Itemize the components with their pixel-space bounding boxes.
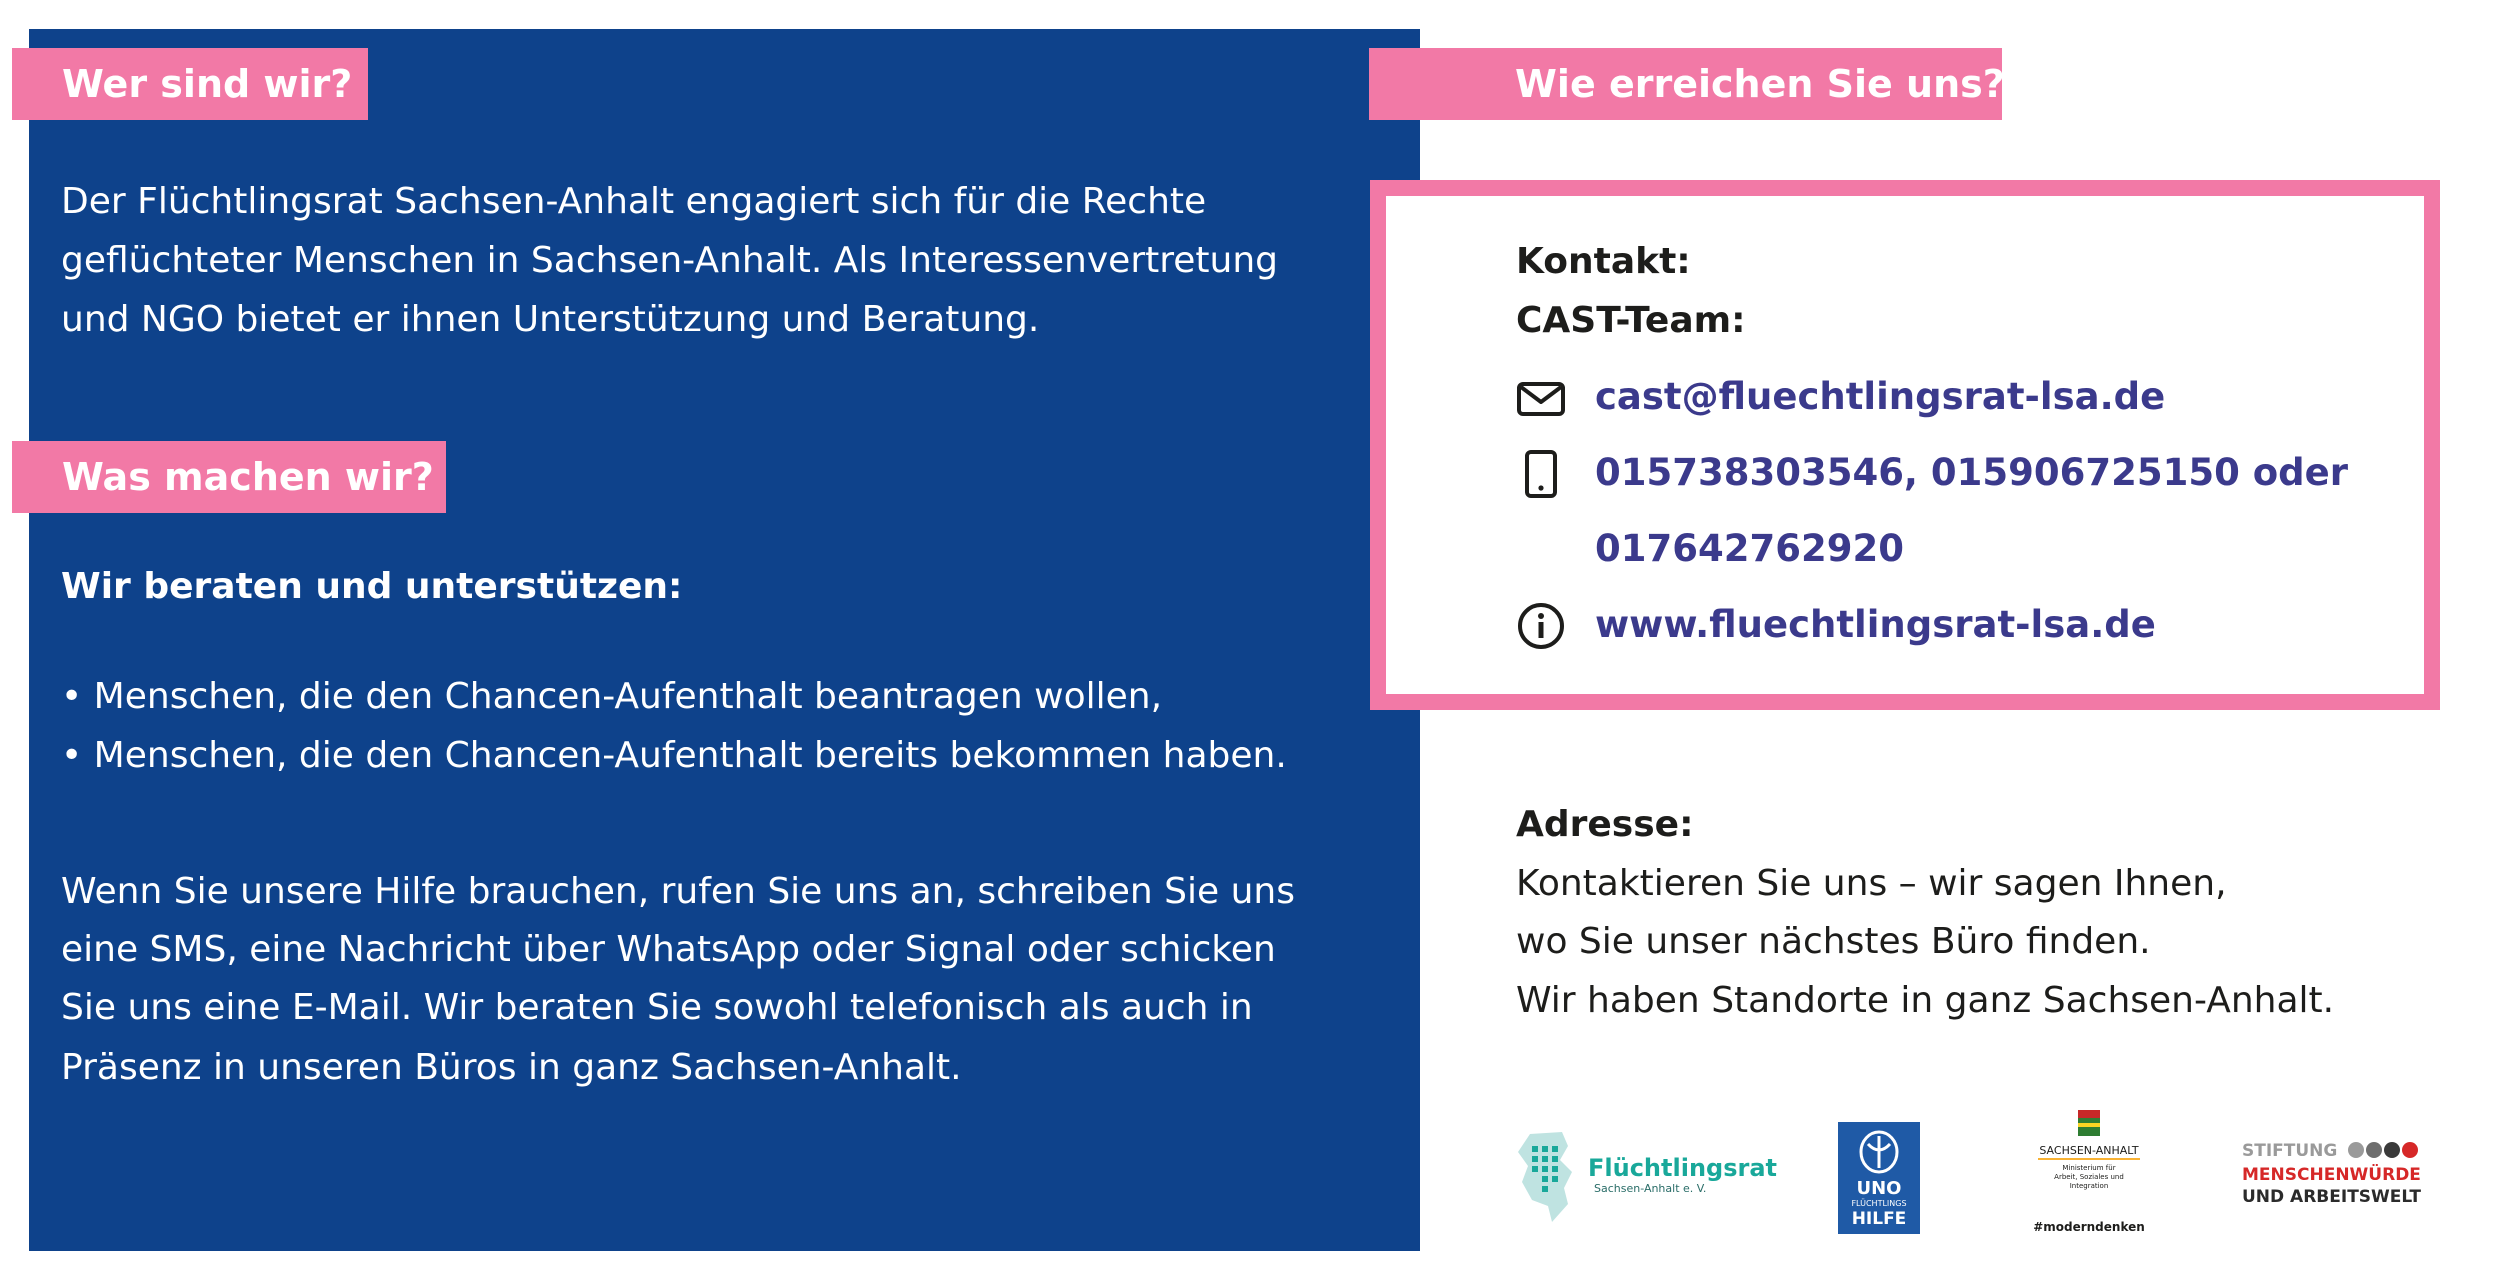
sa-line3: Integration (2069, 1182, 2109, 1190)
address-line: wo Sie unser nächstes Büro finden. (1516, 921, 2151, 962)
uno-line2: FLÜCHTLINGS (1851, 1199, 1907, 1208)
address-line: Wir haben Standorte in ganz Sachsen-Anhalt. (1516, 980, 2335, 1021)
mail-icon (1516, 374, 1566, 424)
stiftung-logo (2240, 1138, 2440, 1210)
phone-icon (1516, 449, 1566, 499)
sa-line2: Arbeit, Soziales und (2054, 1173, 2124, 1181)
who-text-line: Der Flüchtlingsrat Sachsen-Anhalt engagiert sich für die Rechte (61, 181, 1207, 222)
sa-hashtag: #moderndenken (2033, 1220, 2145, 1234)
address-line: Kontaktieren Sie uns – wir sagen Ihnen, (1516, 863, 2227, 904)
who-heading: Wer sind wir? (12, 48, 368, 120)
help-text-line: Wenn Sie unsere Hilfe brauchen, rufen Sie uns an, schreiben Sie uns (61, 871, 1295, 912)
uno-fluechtlingshilfe-logo (1838, 1122, 1920, 1234)
team-label: CAST-Team: (1516, 300, 1746, 341)
phone-numbers[interactable]: 015738303546, 015906725150 oder (1595, 451, 2348, 494)
email-link[interactable]: cast@fluechtlingsrat-lsa.de (1595, 375, 2166, 418)
fr-name: Flüchtlingsrat (1588, 1154, 1777, 1182)
st-line3: UND ARBEITSWELT (2242, 1187, 2422, 1207)
st-line1: STIFTUNG (2242, 1141, 2338, 1161)
what-heading: Was machen wir? (12, 441, 446, 513)
who-text-line: geflüchteter Menschen in Sachsen-Anhalt. Als Interessenvertretung (61, 240, 1278, 281)
bullet-item: • Menschen, die den Chancen-Aufenthalt bereits bekommen haben. (61, 735, 1287, 776)
uno-line1: UNO (1856, 1178, 1902, 1199)
bullet-item: • Menschen, die den Chancen-Aufenthalt beantragen wollen, (61, 676, 1163, 717)
address-label: Adresse: (1516, 804, 1694, 845)
uno-line3: HILFE (1851, 1209, 1907, 1229)
st-line2: MENSCHENWÜRDE (2242, 1165, 2421, 1185)
website-link[interactable]: www.fluechtlingsrat-lsa.de (1595, 603, 2156, 646)
what-intro: Wir beraten und unterstützen: (61, 566, 683, 607)
phone-numbers-cont[interactable]: 017642762920 (1595, 527, 1904, 570)
info-icon (1516, 601, 1566, 651)
reach-heading: Wie erreichen Sie uns? (1369, 48, 2002, 120)
help-text-line: eine SMS, eine Nachricht über WhatsApp oder Signal oder schicken (61, 929, 1276, 970)
who-text-line: und NGO bietet er ihnen Unterstützung und Beratung. (61, 299, 1040, 340)
sachsen-anhalt-logo (2010, 1110, 2170, 1240)
help-text-line: Sie uns eine E-Mail. Wir beraten Sie sowohl telefonisch als auch in (61, 987, 1253, 1028)
sa-line1: Ministerium für (2062, 1164, 2116, 1172)
contact-label: Kontakt: (1516, 241, 1691, 282)
help-text-line: Präsenz in unseren Büros in ganz Sachsen-Anhalt. (61, 1047, 962, 1088)
sa-title: SACHSEN-ANHALT (2039, 1144, 2139, 1157)
fr-sub: Sachsen-Anhalt e. V. (1594, 1182, 1707, 1195)
fluechtlingsrat-logo (1510, 1126, 1777, 1226)
